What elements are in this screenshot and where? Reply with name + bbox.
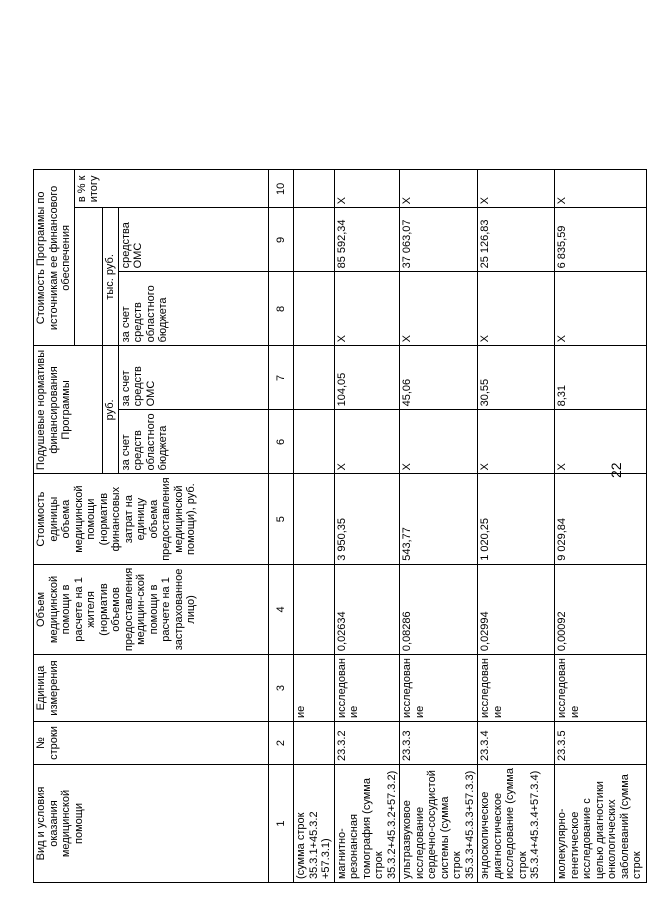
row-per-capita-oms: 104,05 bbox=[334, 346, 400, 410]
header-col6: за счет средств областного бюджета bbox=[118, 410, 268, 474]
column-number: 3 bbox=[268, 655, 294, 722]
column-number: 1 bbox=[268, 765, 294, 883]
row-total-budget: Х bbox=[555, 272, 647, 346]
row-cost: 3 950,35 bbox=[334, 474, 400, 564]
row-name: молекулярно-генетическое исследование с целью диагностики онкологических заболеваний (сумма строк bbox=[555, 765, 647, 883]
row-unit: ие bbox=[294, 655, 335, 722]
row-volume: 0,02634 bbox=[334, 564, 400, 654]
row-number bbox=[294, 722, 335, 765]
table-row bbox=[400, 170, 478, 883]
header-col5: Стоимость единицы объема медицинской помощи (норматив финансовых затрат на единицу объема предоставления медицинской помощи), руб. bbox=[34, 474, 269, 564]
row-per-capita-budget: Х bbox=[555, 410, 647, 474]
header-col2: № строки bbox=[34, 722, 269, 765]
row-unit: исследован ие bbox=[478, 655, 555, 722]
header-col3: Единица измерения bbox=[34, 655, 269, 722]
row-total-oms: 6 835,59 bbox=[555, 208, 647, 272]
header-col10: в % к итогу bbox=[74, 170, 268, 208]
row-per-capita-budget: Х bbox=[334, 410, 400, 474]
row-percent: Х bbox=[334, 170, 400, 208]
column-number: 7 bbox=[268, 346, 294, 410]
row-total-budget: Х bbox=[400, 272, 478, 346]
program-cost-table bbox=[33, 169, 647, 883]
row-number: 23.3.5 bbox=[555, 722, 647, 765]
row-total-oms bbox=[294, 208, 335, 272]
row-unit: исследован ие bbox=[555, 655, 647, 722]
column-number: 8 bbox=[268, 272, 294, 346]
header-per-capita-group: Подушевые нормативы финансирования Программы bbox=[34, 346, 103, 474]
row-per-capita-budget bbox=[294, 410, 335, 474]
row-volume: 0,00092 bbox=[555, 564, 647, 654]
row-unit: исследован ие bbox=[400, 655, 478, 722]
table-row bbox=[555, 170, 647, 883]
row-name: ультразвуковое исследование сердечно-сосудистой системы (сумма строк 35.3.3+45.3.3+57.3.3) bbox=[400, 765, 478, 883]
header-col1: Вид и условия оказания медицинской помощи bbox=[34, 765, 269, 883]
row-per-capita-budget: Х bbox=[478, 410, 555, 474]
row-percent bbox=[294, 170, 335, 208]
column-number: 5 bbox=[268, 474, 294, 564]
row-cost: 1 020,25 bbox=[478, 474, 555, 564]
row-number: 23.3.3 bbox=[400, 722, 478, 765]
header-col9: средства ОМС bbox=[118, 208, 268, 272]
row-percent: Х bbox=[555, 170, 647, 208]
row-unit: исследован ие bbox=[334, 655, 400, 722]
row-number: 23.3.2 bbox=[334, 722, 400, 765]
row-name: эндоскопическое диагностическое исследование (сумма строк 35.3.4+45.3.4+57.3.4) bbox=[478, 765, 555, 883]
header-col7: за счет средств ОМС bbox=[118, 346, 268, 410]
row-cost bbox=[294, 474, 335, 564]
page-number: 22 bbox=[608, 462, 624, 478]
column-number: 9 bbox=[268, 208, 294, 272]
row-total-budget: Х bbox=[478, 272, 555, 346]
row-name: магнитно-резонансная томография (сумма строк 35.3.2+45.3.2+57.3.2) bbox=[334, 765, 400, 883]
header-per-capita-unit: руб. bbox=[102, 346, 118, 474]
header-program-cost-unit: тыс. руб. bbox=[102, 208, 118, 346]
header-col4: Объем медицинской помощи в расчете на 1 жителя (норматив объемов предоставления медицин-ской помощи в расчете на 1 застрахованное лицо) bbox=[34, 564, 269, 654]
row-per-capita-oms: 45,06 bbox=[400, 346, 478, 410]
column-number: 4 bbox=[268, 564, 294, 654]
row-cost: 9 029,84 bbox=[555, 474, 647, 564]
header-col8: за счет средств областного бюджета bbox=[118, 272, 268, 346]
column-number: 2 bbox=[268, 722, 294, 765]
header-program-cost-group: Стоимость Программы по источникам ее финансового обеспечения bbox=[34, 170, 75, 346]
row-per-capita-oms: 8,31 bbox=[555, 346, 647, 410]
row-name: (сумма строк 35.3.1+45.3.2 +57.3.1) bbox=[294, 765, 335, 883]
table-row bbox=[294, 170, 335, 883]
row-number: 23.3.4 bbox=[478, 722, 555, 765]
row-total-budget bbox=[294, 272, 335, 346]
row-volume: 0,08286 bbox=[400, 564, 478, 654]
row-total-budget: Х bbox=[334, 272, 400, 346]
row-volume bbox=[294, 564, 335, 654]
row-total-oms: 85 592,34 bbox=[334, 208, 400, 272]
row-per-capita-oms bbox=[294, 346, 335, 410]
row-total-oms: 25 126,83 bbox=[478, 208, 555, 272]
column-numbers-row bbox=[268, 170, 294, 883]
table-row bbox=[478, 170, 555, 883]
row-per-capita-oms: 30,55 bbox=[478, 346, 555, 410]
row-total-oms: 37 063,07 bbox=[400, 208, 478, 272]
column-number: 10 bbox=[268, 170, 294, 208]
row-volume: 0,02994 bbox=[478, 564, 555, 654]
row-percent: Х bbox=[400, 170, 478, 208]
table-row bbox=[334, 170, 400, 883]
row-cost: 543,77 bbox=[400, 474, 478, 564]
row-per-capita-budget: Х bbox=[400, 410, 478, 474]
row-percent: Х bbox=[478, 170, 555, 208]
column-number: 6 bbox=[268, 410, 294, 474]
